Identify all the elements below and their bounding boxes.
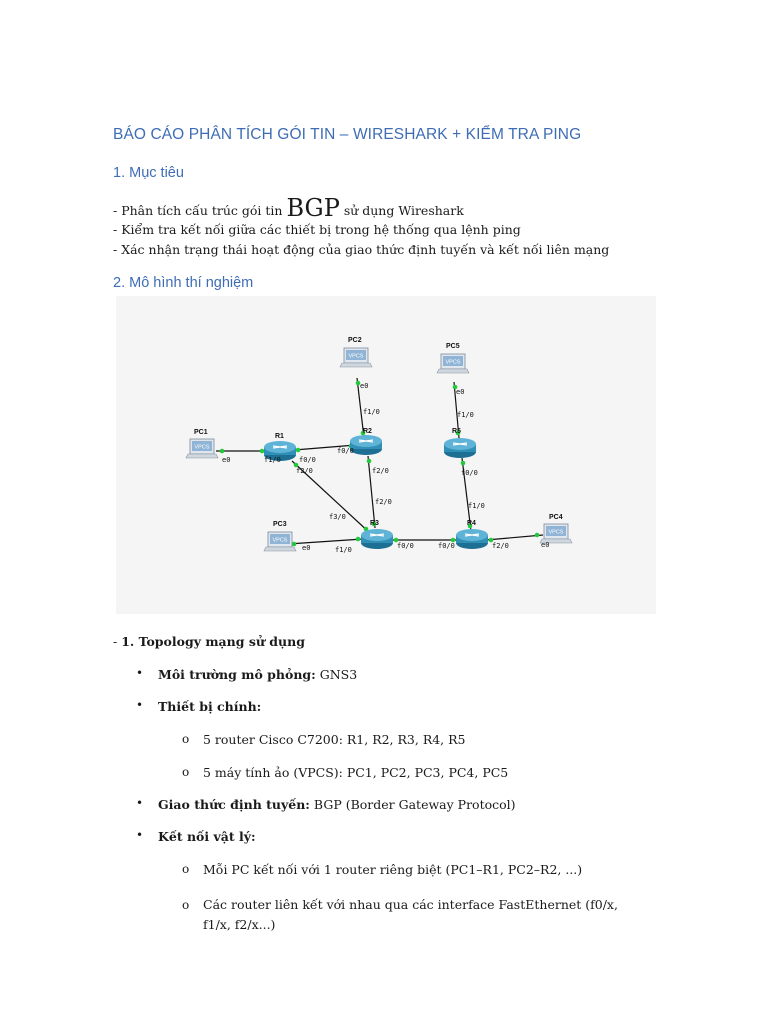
port-r1-f1: f1/0 [264,456,281,464]
network-topology-diagram [116,296,656,614]
pc-vpcs-label: VPCS [194,444,210,451]
bullet-protocol [136,796,516,812]
router-r2[interactable] [350,435,382,455]
pc-vpcs-label: VPCS [348,353,364,360]
bullet-dot: • [136,796,144,810]
port-r3-f0: f0/0 [397,542,414,550]
objective-line-1-post: sử dụng Wireshark [339,203,464,218]
port-pc4-e0: e0 [541,541,550,549]
port-pc5-e0: e0 [456,388,465,396]
router-r4[interactable] [456,529,488,549]
bullet-environment-value: GNS3 [315,667,358,682]
bullet-dot: • [136,698,144,712]
bullet-dot: • [136,666,144,680]
objective-line-2: - Kiểm tra kết nối giữa các thiết bị trong hệ thống qua lệnh ping [113,222,521,237]
pc-pc2[interactable] [340,348,372,367]
sub-item-pcs [182,765,509,780]
sub-bullet: o [182,862,190,876]
topology-heading-prefix: - [113,634,122,649]
port-pc3-e0: e0 [302,544,311,552]
pc-base [264,547,296,551]
objective-line-1 [113,196,464,220]
sub-item-routers [182,732,466,747]
port-r3-f3: f3/0 [329,513,346,521]
sub-bullet: o [182,732,190,746]
label-pc3: PC3 [273,521,287,528]
status-dot [535,533,540,538]
label-pc5: PC5 [446,343,460,350]
port-r4-f1: f1/0 [468,502,485,510]
status-dot [296,448,301,453]
port-r5-f1: f1/0 [457,411,474,419]
section-heading-model: 2. Mô hình thí nghiệm [113,275,254,291]
label-r4: R4 [467,520,476,527]
status-dot [356,537,361,542]
bullet-environment [136,666,358,682]
document-title: BÁO CÁO PHÂN TÍCH GÓI TIN – WIRESHARK + KIỂM TRA PING [113,126,582,143]
port-r3-f1: f1/0 [335,546,352,554]
bullet-links [136,828,256,844]
pc-vpcs-label: VPCS [272,537,288,544]
pc-base [437,369,469,373]
label-r5: R5 [452,428,461,435]
port-r2-f2: f2/0 [372,467,389,475]
port-r2-f1: f1/0 [363,408,380,416]
bullet-dot: • [136,828,144,842]
router-r3[interactable] [361,529,393,549]
label-r2: R2 [363,428,372,435]
status-dot [367,459,372,464]
port-r3-f2: f2/0 [375,498,392,506]
port-r2-f0: f0/0 [337,447,354,455]
objective-line-1-bgp: BGP [286,194,340,222]
sub-item-pcs-text: 5 máy tính ảo (VPCS): PC1, PC2, PC3, PC4, PC5 [203,765,509,780]
pc-vpcs-label: VPCS [445,359,461,366]
label-r3: R3 [370,520,379,527]
port-pc1-e0: e0 [222,456,231,464]
topology-heading-text: 1. Topology mạng sử dụng [121,634,305,649]
pc-pc1[interactable] [186,439,218,458]
sub-item-pc-router [182,862,583,877]
section-heading-objectives: 1. Mục tiêu [113,165,184,181]
bullet-devices-label: Thiết bị chính: [158,699,262,714]
status-dot [461,461,466,466]
status-dot [220,449,225,454]
port-r1-f0: f0/0 [299,456,316,464]
sub-item-pc-router-text: Mỗi PC kết nối với 1 router riêng biệt (PC1–R1, PC2–R2, ...) [203,862,583,877]
port-r4-f0: f0/0 [438,542,455,550]
sub-item-router-links [182,895,633,935]
bullet-links-label: Kết nối vật lý: [158,829,256,844]
label-pc2: PC2 [348,337,362,344]
bullet-protocol-value: BGP (Border Gateway Protocol) [309,797,516,812]
objective-line-1-pre: - Phân tích cấu trúc gói tin [113,203,287,218]
bullet-devices [136,698,262,714]
label-r1: R1 [275,433,284,440]
status-dot [260,449,265,454]
sub-item-routers-text: 5 router Cisco C7200: R1, R2, R3, R4, R5 [203,732,466,747]
port-pc2-e0: e0 [360,382,369,390]
pc-vpcs-label: VPCS [548,529,564,536]
port-r5-f0: f0/0 [461,469,478,477]
sub-bullet: o [182,765,190,779]
objective-line-3: - Xác nhận trạng thái hoạt động của giao thức định tuyến và kết nối liên mạng [113,242,610,257]
topology-heading [113,634,305,649]
pc-pc3[interactable] [264,532,296,551]
bullet-protocol-label: Giao thức định tuyến: [158,797,310,812]
port-r4-f2: f2/0 [492,542,509,550]
pc-base [186,454,218,458]
label-pc1: PC1 [194,429,208,436]
label-pc4: PC4 [549,514,563,521]
port-r1-f2: f2/0 [296,467,313,475]
sub-item-router-links-text: Các router liên kết với nhau qua các interface FastEthernet (f0/x, f1/x, f2/x...) [203,897,618,932]
pc-pc5[interactable] [437,354,469,373]
bullet-environment-label: Môi trường mô phỏng: [158,667,316,682]
sub-bullet: o [182,898,190,912]
pc-base [340,363,372,367]
router-r5[interactable] [444,438,476,458]
